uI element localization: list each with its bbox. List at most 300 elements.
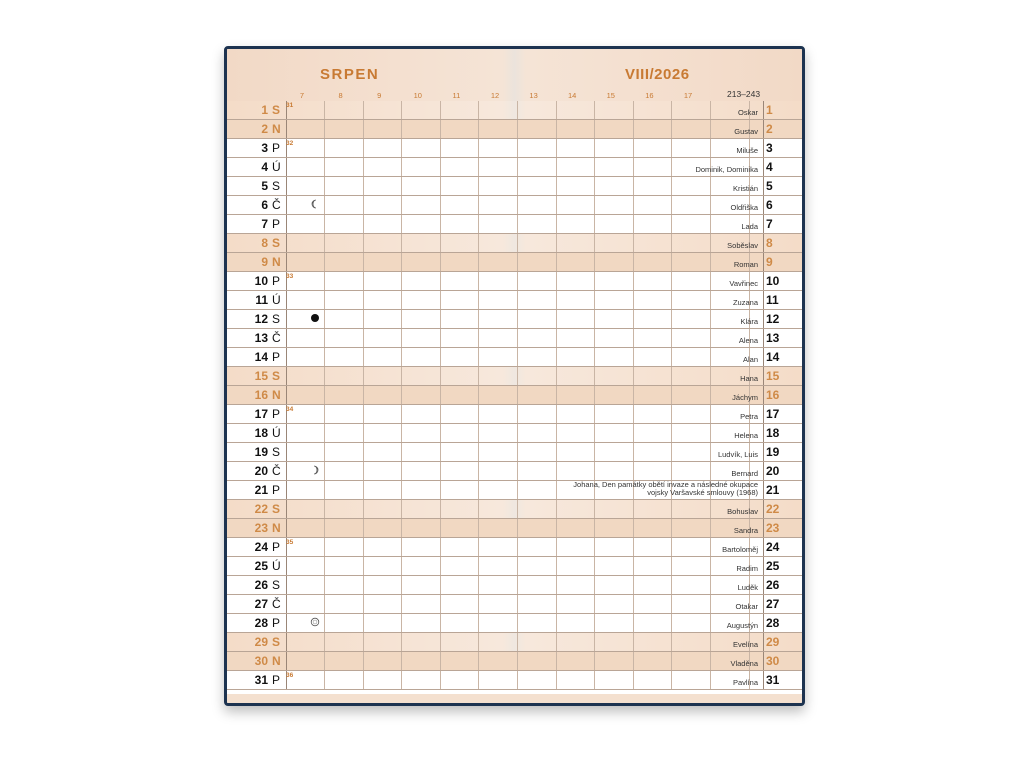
grid-line: [440, 234, 441, 252]
grid-line: [633, 443, 634, 461]
day-number-right: 12: [766, 312, 780, 326]
grid-line: [633, 576, 634, 594]
grid-line: [633, 386, 634, 404]
grid-line: [671, 443, 672, 461]
day-number: 26: [254, 578, 268, 592]
grid-line: [671, 652, 672, 670]
grid-line: [594, 234, 595, 252]
grid-line: [517, 519, 518, 537]
day-number-right: 23: [766, 521, 780, 535]
day-row[interactable]: [227, 196, 802, 215]
grid-line: [556, 329, 557, 347]
grid-line: [363, 348, 364, 366]
grid-line: [440, 500, 441, 518]
grid-line: [478, 196, 479, 214]
grid-line: [363, 671, 364, 689]
hour-label: 17: [683, 91, 693, 100]
grid-line: [633, 671, 634, 689]
day-number: 31: [254, 673, 268, 687]
grid-line: [633, 367, 634, 385]
day-number: 7: [261, 217, 268, 231]
grid-line: [478, 234, 479, 252]
grid-line: [556, 424, 557, 442]
nameday-label: Sandra: [733, 526, 758, 535]
nameday-label: Hana: [740, 374, 758, 383]
weekday-abbr: N: [272, 388, 281, 402]
grid-line: [401, 443, 402, 461]
grid-line: [671, 500, 672, 518]
hour-label: 11: [452, 91, 461, 100]
day-number: 12: [254, 312, 268, 326]
grid-line: [671, 329, 672, 347]
grid-line: [401, 519, 402, 537]
day-row[interactable]: [227, 405, 802, 424]
nameday-label: Bartoloměj: [722, 545, 758, 554]
grid-line: [633, 139, 634, 157]
day-row[interactable]: [227, 614, 802, 633]
weekday-abbr: Ú: [272, 559, 281, 573]
grid-line: [763, 234, 764, 252]
day-number: 19: [254, 445, 268, 459]
grid-line: [324, 481, 325, 499]
grid-line: [286, 652, 287, 670]
grid-line: [594, 158, 595, 176]
grid-line: [710, 614, 711, 632]
grid-line: [324, 234, 325, 252]
grid-line: [478, 215, 479, 233]
grid-line: [324, 291, 325, 309]
grid-line: [324, 443, 325, 461]
grid-line: [556, 652, 557, 670]
grid-line: [710, 234, 711, 252]
day-row[interactable]: [227, 329, 802, 348]
day-row[interactable]: [227, 158, 802, 177]
grid-line: [440, 329, 441, 347]
day-number: 10: [254, 274, 268, 288]
grid-line: [517, 215, 518, 233]
grid-line: [556, 215, 557, 233]
weekday-abbr: P: [272, 673, 281, 687]
day-row[interactable]: [227, 101, 802, 120]
grid-line: [517, 272, 518, 290]
day-number: 13: [254, 331, 268, 345]
grid-line: [478, 595, 479, 613]
grid-line: [517, 538, 518, 556]
day-number-right: 29: [766, 635, 780, 649]
grid-line: [671, 234, 672, 252]
week-number: 35: [286, 539, 294, 546]
weekday-abbr: S: [272, 103, 281, 117]
grid-line: [517, 405, 518, 423]
grid-line: [517, 177, 518, 195]
day-row[interactable]: [227, 272, 802, 291]
grid-line: [710, 671, 711, 689]
day-number-right: 2: [766, 122, 773, 136]
week-number: 36: [286, 672, 294, 679]
day-number: 6: [261, 198, 268, 212]
grid-line: [401, 310, 402, 328]
grid-line: [363, 253, 364, 271]
grid-line: [556, 595, 557, 613]
grid-line: [286, 424, 287, 442]
grid-line: [556, 177, 557, 195]
grid-line: [671, 386, 672, 404]
grid-line: [401, 405, 402, 423]
grid-line: [286, 329, 287, 347]
grid-line: [286, 462, 287, 480]
grid-line: [671, 367, 672, 385]
grid-line: [556, 234, 557, 252]
nameday-label: Gustav: [734, 127, 758, 136]
weekday-abbr: Č: [272, 331, 281, 345]
grid-line: [478, 348, 479, 366]
grid-line: [763, 348, 764, 366]
day-row[interactable]: [227, 576, 802, 595]
grid-line: [324, 614, 325, 632]
day-number: 15: [254, 369, 268, 383]
day-number: 27: [254, 597, 268, 611]
grid-line: [478, 291, 479, 309]
grid-line: [286, 595, 287, 613]
grid-line: [324, 424, 325, 442]
grid-line: [671, 633, 672, 651]
grid-line: [594, 253, 595, 271]
grid-line: [324, 462, 325, 480]
grid-line: [594, 272, 595, 290]
grid-line: [710, 652, 711, 670]
grid-line: [763, 652, 764, 670]
day-row[interactable]: [227, 348, 802, 367]
grid-line: [517, 158, 518, 176]
grid-line: [363, 177, 364, 195]
nameday-label: Dominik, Dominika: [695, 165, 758, 174]
grid-line: [478, 253, 479, 271]
grid-line: [633, 424, 634, 442]
grid-line: [633, 538, 634, 556]
weekday-abbr: P: [272, 217, 281, 231]
day-row[interactable]: [227, 139, 802, 158]
grid-line: [671, 158, 672, 176]
weekday-abbr: P: [272, 141, 281, 155]
day-number-right: 15: [766, 369, 780, 383]
nameday-label: Oldřiška: [730, 203, 758, 212]
grid-line: [401, 367, 402, 385]
day-number-right: 30: [766, 654, 780, 668]
day-row[interactable]: [227, 424, 802, 443]
day-row[interactable]: [227, 215, 802, 234]
grid-line: [478, 367, 479, 385]
grid-line: [401, 196, 402, 214]
day-row[interactable]: [227, 652, 802, 671]
grid-line: [763, 405, 764, 423]
grid-line: [286, 557, 287, 575]
grid-line: [401, 462, 402, 480]
grid-line: [671, 215, 672, 233]
grid-line: [763, 196, 764, 214]
grid-line: [710, 633, 711, 651]
grid-line: [594, 424, 595, 442]
grid-line: [401, 215, 402, 233]
grid-line: [324, 557, 325, 575]
day-row[interactable]: [227, 595, 802, 614]
day-row[interactable]: [227, 443, 802, 462]
grid-line: [556, 481, 557, 499]
grid-line: [478, 177, 479, 195]
grid-line: [440, 652, 441, 670]
grid-line: [594, 462, 595, 480]
nameday-label: Petra: [740, 412, 758, 421]
grid-line: [517, 443, 518, 461]
grid-line: [286, 310, 287, 328]
day-row[interactable]: [227, 234, 802, 253]
grid-line: [710, 405, 711, 423]
grid-line: [763, 177, 764, 195]
grid-line: [478, 614, 479, 632]
grid-line: [478, 424, 479, 442]
grid-line: [671, 405, 672, 423]
day-row[interactable]: [227, 120, 802, 139]
grid-line: [286, 633, 287, 651]
grid-line: [710, 367, 711, 385]
weekday-abbr: S: [272, 312, 281, 326]
grid-line: [324, 101, 325, 119]
grid-line: [324, 348, 325, 366]
grid-line: [478, 538, 479, 556]
month-header: [227, 49, 802, 101]
grid-line: [763, 253, 764, 271]
grid-line: [363, 291, 364, 309]
grid-line: [633, 234, 634, 252]
grid-line: [440, 348, 441, 366]
grid-line: [363, 215, 364, 233]
day-number-right: 10: [766, 274, 780, 288]
grid-line: [671, 253, 672, 271]
nameday-label: Otakar: [735, 602, 758, 611]
grid-line: [594, 329, 595, 347]
weekday-abbr: S: [272, 445, 281, 459]
grid-line: [440, 443, 441, 461]
day-row[interactable]: [227, 671, 802, 690]
day-row[interactable]: [227, 519, 802, 538]
grid-line: [286, 481, 287, 499]
grid-line: [594, 386, 595, 404]
grid-line: [633, 595, 634, 613]
grid-line: [710, 500, 711, 518]
grid-line: [363, 500, 364, 518]
day-number-right: 27: [766, 597, 780, 611]
grid-line: [440, 120, 441, 138]
grid-line: [594, 500, 595, 518]
grid-line: [324, 538, 325, 556]
grid-line: [671, 557, 672, 575]
grid-line: [401, 234, 402, 252]
day-row[interactable]: [227, 367, 802, 386]
grid-line: [517, 614, 518, 632]
grid-line: [517, 234, 518, 252]
grid-line: [363, 633, 364, 651]
grid-line: [401, 481, 402, 499]
day-row[interactable]: [227, 253, 802, 272]
grid-line: [478, 405, 479, 423]
day-number: 28: [254, 616, 268, 630]
grid-line: [671, 177, 672, 195]
month-code: VIII/2026: [625, 66, 690, 83]
day-row[interactable]: [227, 291, 802, 310]
weekday-abbr: S: [272, 236, 281, 250]
grid-line: [710, 196, 711, 214]
grid-line: [440, 519, 441, 537]
grid-line: [763, 576, 764, 594]
grid-line: [440, 291, 441, 309]
grid-line: [594, 652, 595, 670]
grid-line: [324, 500, 325, 518]
grid-line: [401, 500, 402, 518]
grid-line: [556, 462, 557, 480]
nameday-label: Miluše: [736, 146, 758, 155]
day-row[interactable]: [227, 633, 802, 652]
grid-line: [286, 614, 287, 632]
grid-line: [763, 424, 764, 442]
grid-line: [363, 557, 364, 575]
grid-line: [633, 120, 634, 138]
day-number: 24: [254, 540, 268, 554]
grid-line: [517, 557, 518, 575]
grid-line: [633, 158, 634, 176]
hour-label: 13: [529, 91, 538, 100]
grid-line: [763, 595, 764, 613]
grid-line: [710, 291, 711, 309]
first-quarter-moon-icon: [310, 465, 320, 475]
day-row[interactable]: [227, 462, 802, 481]
grid-line: [633, 291, 634, 309]
new-moon-icon: [310, 313, 320, 323]
grid-line: [763, 386, 764, 404]
grid-line: [594, 443, 595, 461]
grid-line: [594, 348, 595, 366]
grid-line: [594, 671, 595, 689]
grid-line: [594, 139, 595, 157]
hour-label: 9: [377, 91, 382, 100]
grid-line: [671, 272, 672, 290]
grid-line: [478, 386, 479, 404]
grid-line: [440, 101, 441, 119]
grid-line: [671, 614, 672, 632]
grid-line: [594, 633, 595, 651]
grid-line: [633, 652, 634, 670]
grid-line: [286, 576, 287, 594]
grid-line: [363, 538, 364, 556]
day-row[interactable]: [227, 481, 802, 500]
grid-line: [401, 576, 402, 594]
weekday-abbr: P: [272, 483, 281, 497]
grid-line: [594, 310, 595, 328]
grid-line: [286, 500, 287, 518]
day-row[interactable]: [227, 177, 802, 196]
grid-line: [401, 652, 402, 670]
grid-line: [440, 177, 441, 195]
grid-line: [440, 614, 441, 632]
grid-line: [363, 424, 364, 442]
grid-line: [440, 424, 441, 442]
nameday-label: Johana, Den památky obětí invaze a následné okupace vojsky Varšavské smlouvy (1968): [573, 480, 758, 497]
grid-line: [440, 633, 441, 651]
grid-line: [710, 101, 711, 119]
grid-line: [440, 196, 441, 214]
grid-line: [324, 196, 325, 214]
grid-line: [633, 462, 634, 480]
day-number: 5: [261, 179, 268, 193]
grid-line: [363, 405, 364, 423]
grid-line: [710, 177, 711, 195]
grid-line: [401, 386, 402, 404]
day-row[interactable]: [227, 538, 802, 557]
grid-line: [517, 253, 518, 271]
day-number-right: 24: [766, 540, 780, 554]
day-row[interactable]: [227, 557, 802, 576]
grid-line: [517, 386, 518, 404]
day-row[interactable]: [227, 386, 802, 405]
grid-line: [401, 272, 402, 290]
month-name: SRPEN: [320, 66, 380, 83]
nameday-label: Ludvík, Luis: [717, 450, 758, 459]
grid-line: [440, 481, 441, 499]
day-number: 25: [254, 559, 268, 573]
grid-line: [478, 652, 479, 670]
day-number: 20: [254, 464, 268, 478]
grid-line: [594, 576, 595, 594]
grid-line: [763, 215, 764, 233]
grid-line: [478, 158, 479, 176]
grid-line: [517, 671, 518, 689]
grid-line: [363, 481, 364, 499]
nameday-label: Vladěna: [730, 659, 758, 668]
grid-line: [440, 139, 441, 157]
grid-line: [401, 177, 402, 195]
grid-line: [710, 310, 711, 328]
day-number-right: 19: [766, 445, 780, 459]
hour-label: 14: [568, 91, 577, 100]
grid-line: [633, 557, 634, 575]
day-number-right: 28: [766, 616, 780, 630]
day-number-right: 14: [766, 350, 780, 364]
grid-line: [517, 101, 518, 119]
grid-line: [710, 519, 711, 537]
grid-line: [763, 614, 764, 632]
day-number-right: 6: [766, 198, 773, 212]
day-number: 1: [261, 103, 268, 117]
grid-line: [556, 253, 557, 271]
grid-line: [478, 101, 479, 119]
day-of-year-range: 213–243: [727, 89, 761, 99]
weekday-abbr: N: [272, 521, 281, 535]
grid-line: [401, 158, 402, 176]
day-row[interactable]: [227, 310, 802, 329]
day-row[interactable]: [227, 500, 802, 519]
grid-line: [286, 519, 287, 537]
nameday-label: Bohuslav: [727, 507, 758, 516]
day-number-right: 13: [766, 331, 780, 345]
grid-line: [594, 291, 595, 309]
day-number-right: 1: [766, 103, 773, 117]
grid-line: [594, 367, 595, 385]
grid-line: [633, 101, 634, 119]
grid-line: [517, 291, 518, 309]
grid-line: [594, 557, 595, 575]
grid-line: [517, 481, 518, 499]
grid-line: [478, 139, 479, 157]
grid-line: [594, 101, 595, 119]
grid-line: [363, 234, 364, 252]
